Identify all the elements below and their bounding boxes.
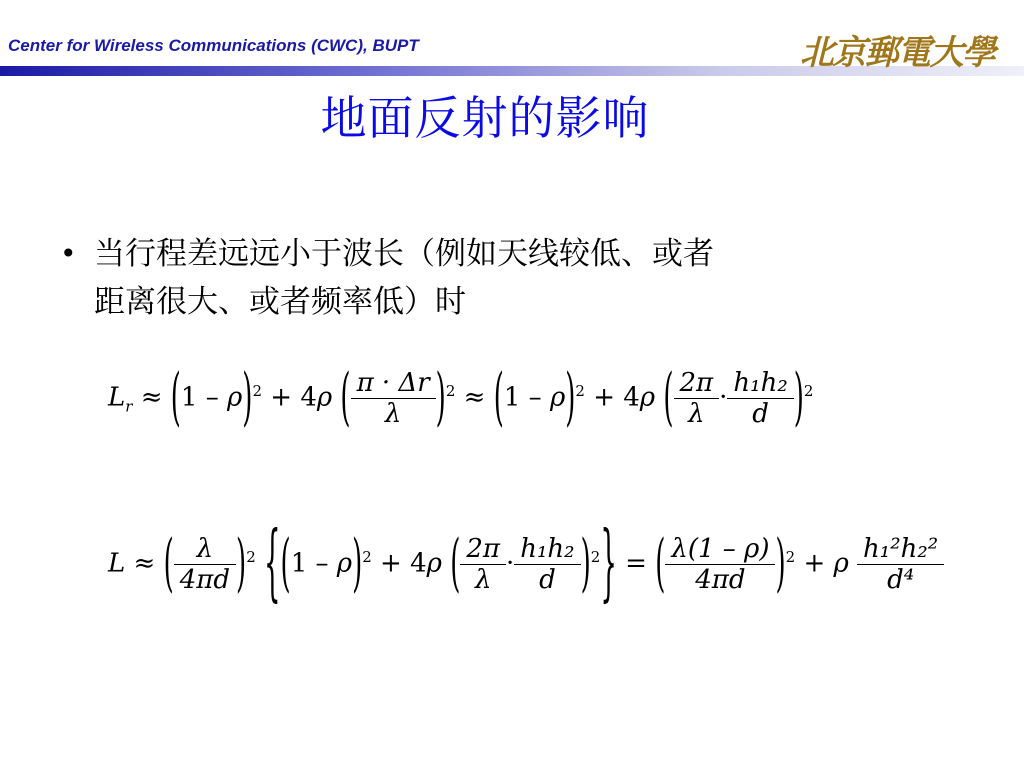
eq2-sq-3: 2 [590, 547, 601, 566]
eq1-lhs-sub: r [125, 397, 133, 416]
eq1-paren-open-1: ( [170, 362, 181, 435]
eq1-one-minus-1: 1 – [180, 382, 227, 413]
eq2-frac-1 [174, 534, 236, 595]
eq1-plus4-1: + 4 [270, 382, 317, 413]
eq1-paren-close-3: ) [565, 362, 576, 435]
eq1-plus4-2: + 4 [593, 382, 640, 413]
bullet-text [94, 230, 914, 326]
eq2-frac-1-den: 4πd [174, 564, 236, 595]
eq2-plus4: + 4 [380, 548, 427, 579]
eq2-frac-3-den: d [514, 564, 580, 595]
eq2-paren-open-2: ( [280, 528, 291, 601]
eq1-paren-open-4: ( [663, 362, 674, 435]
equation-2 [108, 516, 944, 613]
eq2-frac-1-num: λ [196, 534, 214, 564]
bullet-line-1: 当行程差远远小于波长（例如天线较低、或者 [94, 236, 714, 272]
eq1-paren-close-1: ) [242, 362, 253, 435]
eq1-approx-1: ≈ [140, 382, 163, 413]
eq1-frac-3-den: d [727, 398, 793, 429]
eq2-paren-close-4: ) [775, 528, 786, 601]
eq2-paren-open-4: ( [655, 528, 666, 601]
eq1-frac-1-num: π · Δr [356, 368, 430, 398]
svg-text:北京郵電大學: 北京郵電大學 [800, 33, 996, 73]
eq1-lhs-symbol: L [108, 382, 126, 413]
eq2-paren-open-1: ( [163, 528, 174, 601]
eq1-sq-3: 2 [575, 381, 585, 400]
eq1-frac-2-num: 2π [679, 368, 714, 398]
eq2-sq-1: 2 [246, 547, 256, 566]
eq2-frac-4 [665, 534, 775, 595]
eq2-frac-2-num: 2π [466, 534, 500, 564]
eq2-dot: · [506, 548, 515, 579]
eq2-frac-4-num: λ(1 – ρ) [671, 534, 770, 564]
eq1-paren-close-2: ) [435, 362, 446, 435]
bullet-symbol: • [60, 237, 77, 270]
logo-calligraphy-icon [796, 26, 1000, 76]
eq2-paren-open-3: ( [450, 528, 461, 601]
eq1-paren-open-2: ( [340, 362, 351, 435]
university-logo [796, 26, 1000, 76]
eq2-paren-close-3: ) [580, 528, 591, 601]
eq2-frac-3 [514, 534, 580, 595]
eq1-frac-1 [351, 368, 436, 429]
eq1-frac-1-den: λ [351, 398, 436, 429]
eq1-sq-1: 2 [252, 381, 262, 400]
bullet-line-2: 距离很大、或者频率低）时 [94, 284, 466, 320]
eq2-plus-rho: + ρ [803, 548, 849, 579]
eq2-sq-4: 2 [785, 547, 796, 566]
eq1-frac-3 [727, 368, 793, 429]
slide-title: 地面反射的影响 [320, 91, 650, 145]
eq1-rho-2: ρ [316, 382, 333, 413]
eq1-rho-1: ρ [227, 382, 243, 413]
eq2-approx: ≈ [133, 548, 156, 579]
eq2-frac-5-num: h₁²h₂² [863, 534, 939, 564]
eq2-frac-5-den: d⁴ [857, 564, 944, 595]
eq2-equals: = [625, 548, 647, 579]
eq2-paren-close-2: ) [352, 528, 363, 601]
eq1-sq-4: 2 [803, 381, 814, 400]
eq2-frac-2 [460, 534, 506, 595]
eq2-one-minus: 1 – [290, 548, 337, 579]
header-org-text: Center for Wireless Communications (CWC), BUPT [8, 36, 419, 55]
eq2-paren-close-1: ) [236, 528, 247, 601]
eq2-frac-5 [857, 534, 944, 595]
eq2-brace-close: } [600, 516, 617, 613]
equation-1 [108, 362, 814, 435]
eq1-rho-3: ρ [549, 382, 566, 413]
eq1-dot: · [719, 382, 728, 413]
eq1-frac-2 [674, 368, 720, 429]
eq1-rho-4: ρ [639, 382, 656, 413]
eq1-frac-2-den: λ [674, 398, 720, 429]
eq2-frac-3-num: h₁h₂ [520, 534, 575, 564]
eq1-sq-2: 2 [445, 381, 456, 400]
eq1-frac-3-num: h₁h₂ [733, 368, 788, 398]
eq1-paren-open-3: ( [493, 362, 504, 435]
eq2-frac-4-den: 4πd [665, 564, 775, 595]
eq2-rho-2: ρ [426, 548, 442, 579]
eq2-frac-2-den: λ [460, 564, 506, 595]
eq1-paren-close-4: ) [793, 362, 804, 435]
eq2-rho-1: ρ [336, 548, 353, 579]
eq2-brace-open: { [264, 516, 281, 613]
eq2-sq-2: 2 [362, 547, 372, 566]
eq1-one-minus-2: 1 – [503, 382, 550, 413]
eq2-lhs-symbol: L [108, 548, 126, 579]
eq1-approx-2: ≈ [463, 382, 486, 413]
